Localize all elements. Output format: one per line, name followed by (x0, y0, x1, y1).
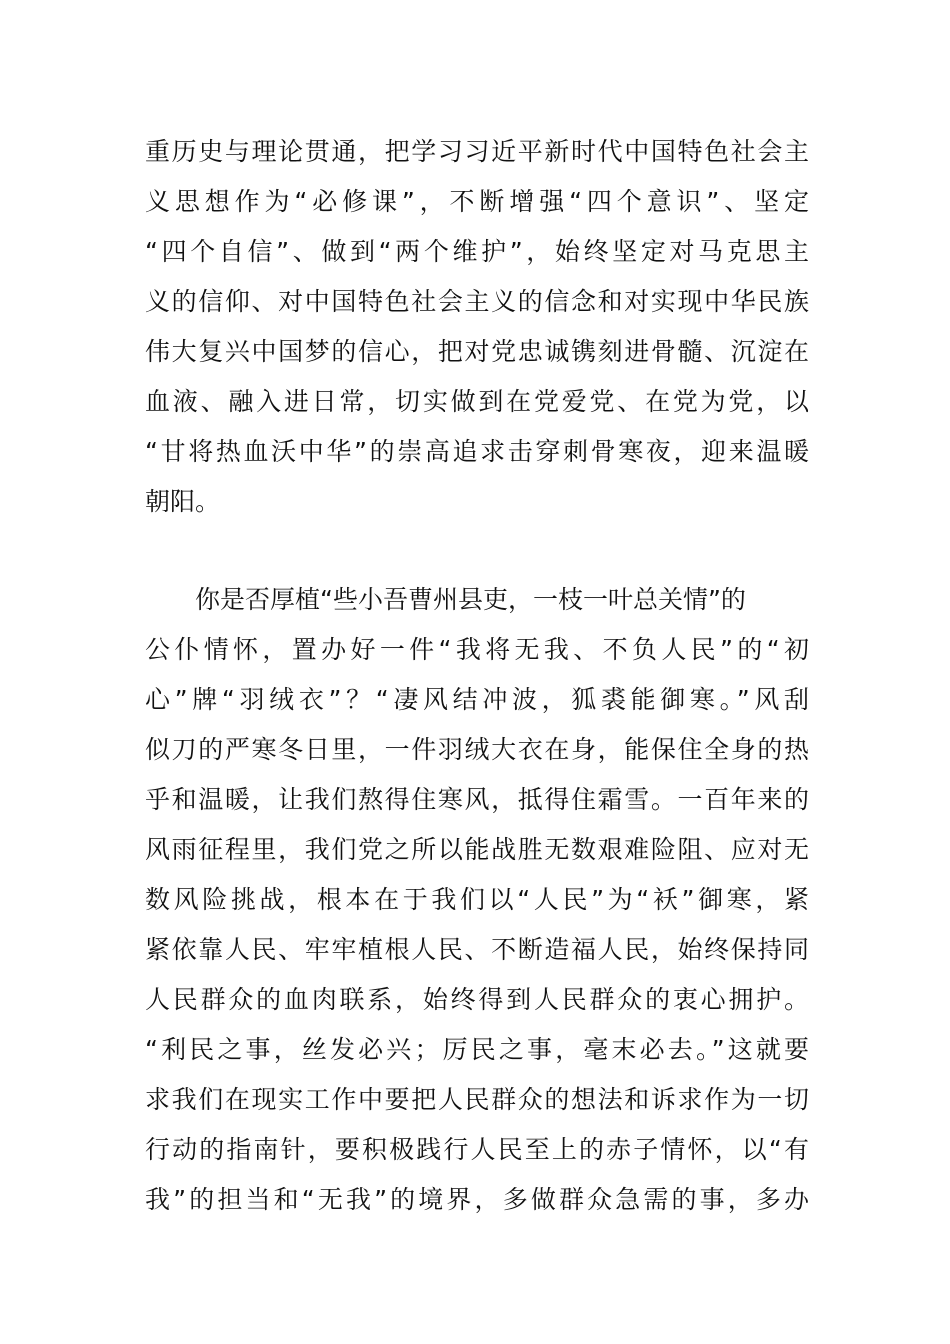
paragraph-line: 数风险挑战，根本在于我们以“人民”为“袄”御寒，紧 (145, 885, 809, 914)
paragraph-line: 心”牌“羽绒衣”？“凄风结冲波，狐裘能御寒。”风刮 (145, 685, 809, 714)
paragraph-line: 你是否厚植“些小吾曹州县吏，一枝一叶总关情”的 (195, 585, 746, 614)
paragraph-line: 求我们在现实工作中要把人民群众的想法和诉求作为一切 (145, 1085, 809, 1114)
paragraph-line: 行动的指南针，要积极践行人民至上的赤子情怀，以“有 (145, 1135, 809, 1164)
paragraph-line: 血液、融入进日常，切实做到在党爱党、在党为党，以 (145, 387, 809, 416)
paragraph-line: 义思想作为“必修课”，不断增强“四个意识”、坚定 (145, 187, 809, 216)
paragraph-line: 我”的担当和“无我”的境界，多做群众急需的事，多办 (145, 1185, 809, 1214)
paragraph-line: “甘将热血沃中华”的崇高追求击穿刺骨寒夜，迎来温暖 (145, 437, 809, 466)
paragraph-line: 重历史与理论贯通，把学习习近平新时代中国特色社会主 (145, 137, 809, 166)
paragraph-line: “利民之事，丝发必兴；厉民之事，毫末必去。”这就要 (145, 1035, 809, 1064)
paragraph-line: 人民群众的血肉联系，始终得到人民群众的衷心拥护。 (145, 985, 809, 1014)
paragraph-line: 义的信仰、对中国特色社会主义的信念和对实现中华民族 (145, 287, 809, 316)
paragraph-line: 公仆情怀，置办好一件“我将无我、不负人民”的“初 (145, 635, 809, 664)
paragraph-line: 似刀的严寒冬日里，一件羽绒大衣在身，能保住全身的热 (145, 735, 809, 764)
paragraph-line: 伟大复兴中国梦的信心，把对党忠诚镌刻进骨髓、沉淀在 (145, 337, 809, 366)
paragraph-line: “四个自信”、做到“两个维护”，始终坚定对马克思主 (145, 237, 809, 266)
paragraph-line: 乎和温暖，让我们熬得住寒风，抵得住霜雪。一百年来的 (145, 785, 809, 814)
paragraph-line: 紧依靠人民、牢牢植根人民、不断造福人民，始终保持同 (145, 935, 809, 964)
paragraph-line: 风雨征程里，我们党之所以能战胜无数艰难险阻、应对无 (145, 835, 809, 864)
paragraph-line: 朝阳。 (145, 487, 221, 516)
